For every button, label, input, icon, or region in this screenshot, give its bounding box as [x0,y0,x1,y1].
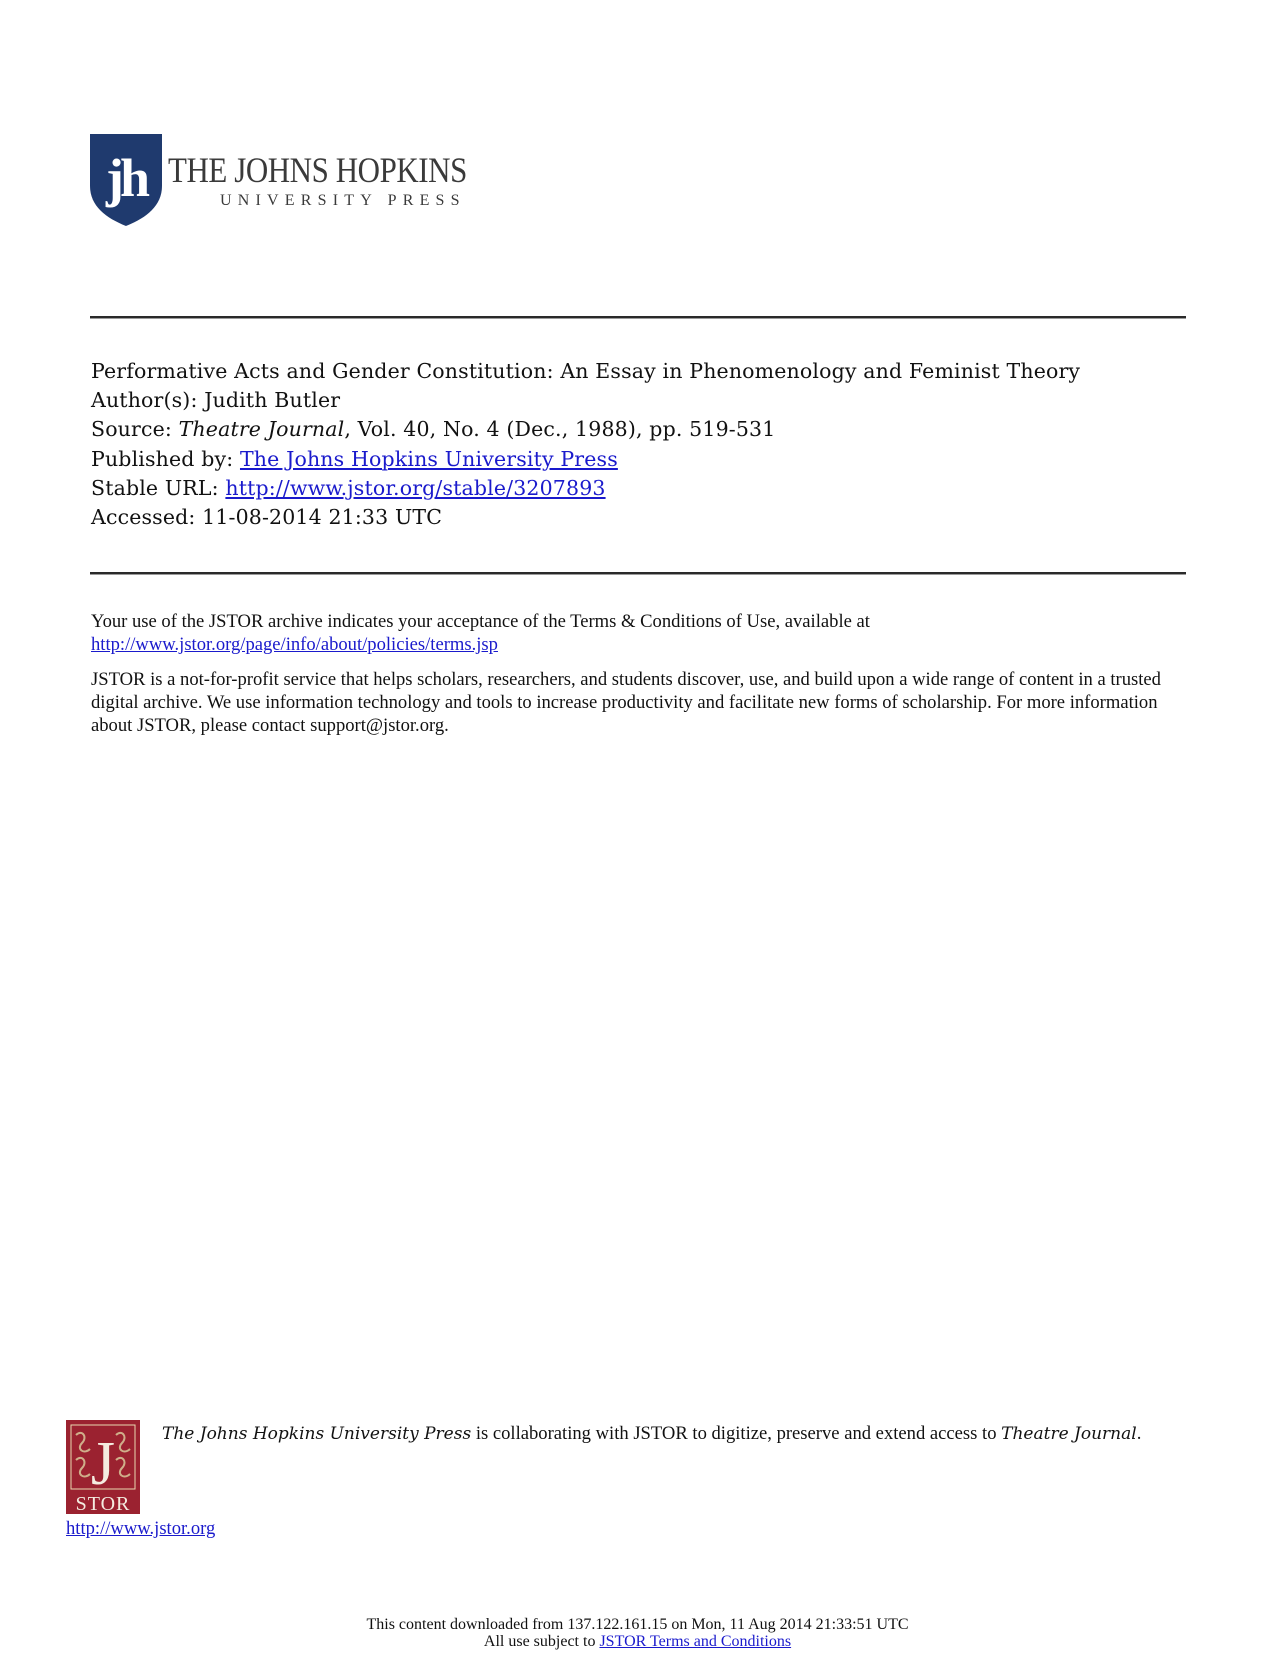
accessed-label: Accessed: [91,505,203,530]
svg-text:J: J [90,1430,116,1498]
download-info: This content downloaded from 137.122.161.15 on Mon, 11 Aug 2014 21:33:51 UTC [366,1616,909,1633]
article-url-line [91,474,1080,503]
terms-section [91,610,1201,749]
article-author-line [91,386,1080,415]
author-name: Judith Butler [204,388,341,413]
article-accessed-line [91,503,1080,532]
publisher-name [168,152,467,188]
article-source-line [91,415,1080,444]
publisher-link[interactable]: The Johns Hopkins University Press [239,446,618,471]
article-metadata [91,357,1080,532]
terms-link[interactable]: http://www.jstor.org/page/info/about/policies/terms.jsp [91,634,498,655]
download-footer [0,1616,1275,1650]
publisher-subtitle: UNIVERSITY PRESS [220,192,466,209]
source-label: Source: [91,417,179,442]
svg-text:STOR: STOR [75,1493,131,1514]
collab-journal: Theatre Journal [1001,1424,1137,1444]
stable-url-label: Stable URL: [91,475,226,500]
svg-text:jh: jh [105,148,147,208]
publisher-logo [90,134,467,226]
accessed-date: 11-08-2014 21:33 UTC [202,505,443,530]
jstor-logo-icon [66,1420,140,1514]
source-details: , Vol. 40, No. 4 (Dec., 1988), pp. 519-531 [344,417,776,442]
terms-notice-prefix: All use subject to [483,1633,600,1650]
source-journal: Theatre Journal [178,417,345,442]
jstor-about-paragraph: JSTOR is a not-for-profit service that helps scholars, researchers, and students discover, use, and build upon a wide range of content in a trusted digital archive. We use information technology and tools to increase productivity and facilitate new forms of scholarship. For more information about JSTOR, please contact support@jstor.org. [91,669,1161,736]
collab-period: . [1136,1423,1142,1444]
divider-top [90,316,1186,318]
collab-publisher: The Johns Hopkins University Press [162,1424,472,1444]
terms-text: Your use of the JSTOR archive indicates your acceptance of the Terms & Conditions of Use, available at [91,611,870,632]
jhu-shield-icon [90,134,162,226]
author-label: Author(s): [91,388,205,413]
article-publisher-line [91,445,1080,474]
terms-notice [0,1633,1275,1650]
jstor-terms-link[interactable]: JSTOR Terms and Conditions [599,1633,792,1650]
divider-bottom [90,572,1186,574]
collab-body: is collaborating with JSTOR to digitize, preserve and extend access to [471,1423,1002,1444]
article-title: Performative Acts and Gender Constitution: An Essay in Phenomenology and Feminist Theory [91,359,1081,383]
publisher-name-main: JOHNS HOPKINS [234,150,467,190]
stable-url-link[interactable]: http://www.jstor.org/stable/3207893 [225,475,606,500]
publisher-name-prefix: THE [168,150,227,190]
jstor-home-link[interactable]: http://www.jstor.org [66,1518,216,1539]
published-label: Published by: [91,446,240,471]
collaboration-text [162,1423,1141,1445]
terms-paragraph [91,610,1201,656]
